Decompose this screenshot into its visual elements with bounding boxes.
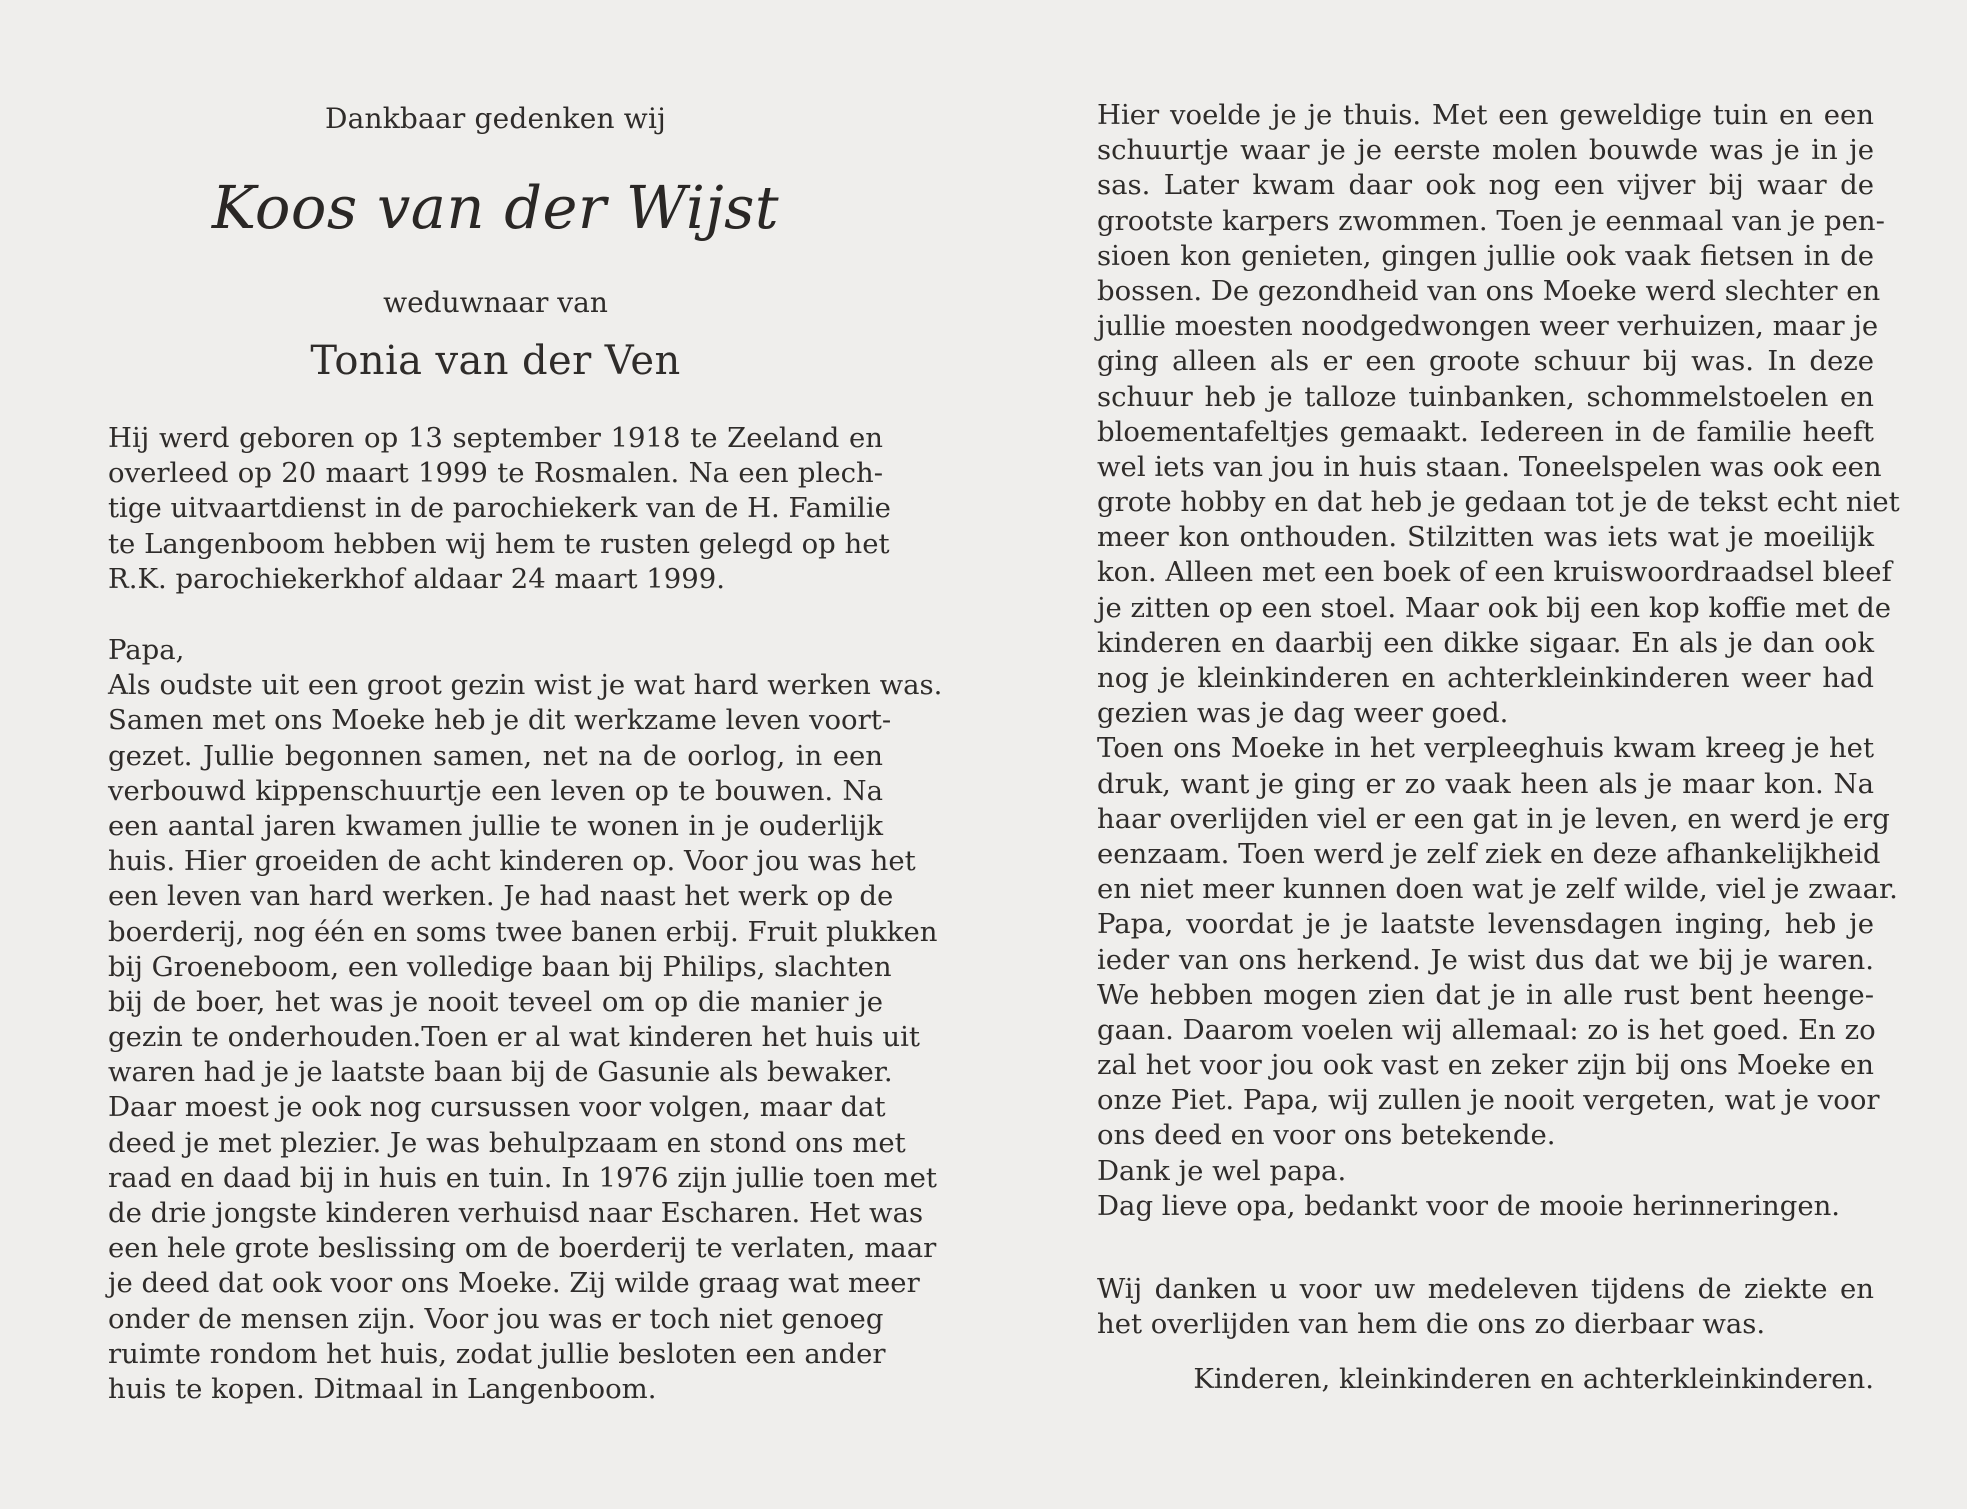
letter-line: deed je met plezier. Je was behulpzaam en stond ons met	[108, 1126, 906, 1159]
letter-salutation: Papa,	[108, 634, 185, 666]
right-page	[1097, 92, 1900, 1422]
letter-line: schuur heb je talloze tuinbanken, schommelstoelen en	[1097, 380, 1874, 413]
biography-line: overleed op 20 maart 1999 te Rosmalen. Na een plech-	[108, 457, 883, 490]
intro-line: Dankbaar gedenken wij	[324, 102, 667, 135]
letter-line: onder de mensen zijn. Voor jou was er toch niet genoeg	[108, 1302, 884, 1335]
letter-line: gezet. Jullie begonnen samen, net na de oorlog, in een	[108, 739, 883, 772]
letter-line: zal het voor jou ook vast en zeker zijn bij ons Moeke en	[1097, 1049, 1874, 1082]
letter-line: onze Piet. Papa, wij zullen je nooit vergeten, wat je voor	[1097, 1084, 1880, 1117]
letter-line: gaan. Daarom voelen wij allemaal: zo is het goed. En zo	[1097, 1013, 1876, 1046]
thanks-line: het overlijden van hem die ons zo dierbaar was.	[1097, 1308, 1766, 1341]
letter-line: je zitten op een stoel. Maar ook bij een kop koffie met de	[1097, 591, 1892, 624]
thanks-line: Wij danken u voor uw medeleven tijdens de ziekte en	[1097, 1273, 1874, 1305]
letter-right-column	[1097, 98, 1900, 1224]
letter-line: eenzaam. Toen werd je zelf ziek en deze afhankelijkheid	[1097, 837, 1881, 870]
spouse-name: Tonia van der Ven	[310, 338, 681, 384]
letter-line: bloementafeltjes gemaakt. Iedereen in de familie heeft	[1097, 415, 1874, 448]
biography-line: tige uitvaartdienst in de parochiekerk van de H. Familie	[108, 492, 891, 525]
letter-line: ruimte rondom het huis, zodat jullie besloten een ander	[108, 1337, 886, 1370]
letter-line: nog je kleinkinderen en achterkleinkinderen weer had	[1097, 662, 1874, 694]
letter-line: raad en daad bij in huis en tuin. In 1976 zijn jullie toen met	[108, 1161, 937, 1194]
letter-line: verbouwd kippenschuurtje een leven op te bouwen. Na	[108, 774, 883, 807]
letter-line: sioen kon genieten, gingen jullie ook vaak fietsen in de	[1097, 239, 1874, 272]
biography-paragraph	[108, 421, 891, 597]
letter-line: We hebben mogen zien dat je in alle rust bent heenge-	[1097, 978, 1874, 1011]
letter-line: bossen. De gezondheid van ons Moeke werd slechter en	[1097, 274, 1881, 307]
letter-line: ieder van ons herkend. Je wist dus dat we bij je waren.	[1097, 943, 1874, 976]
letter-line: ging alleen als er een groote schuur bij was. In deze	[1097, 345, 1874, 378]
letter-line: Papa, voordat je je laatste levensdagen inging, heb je	[1097, 908, 1874, 941]
letter-line: grootste karpers zwommen. Toen je eenmaal van je pen-	[1097, 204, 1885, 237]
letter-line: wel iets van jou in huis staan. Toneelspelen was ook een	[1097, 450, 1882, 483]
letter-line: Dag lieve opa, bedankt voor de mooie herinneringen.	[1097, 1189, 1841, 1222]
family-signature: Kinderen, kleinkinderen en achterkleinkinderen.	[1193, 1363, 1874, 1395]
letter-line: Als oudste uit een groot gezin wist je wat hard werken was.	[108, 669, 943, 702]
letter-line: grote hobby en dat heb je gedaan tot je de tekst echt niet	[1097, 486, 1900, 519]
signature-block	[1097, 1362, 1874, 1397]
letter-line: een aantal jaren kwamen jullie te wonen in je ouderlijk	[108, 809, 883, 842]
letter-line: ons deed en voor ons betekende.	[1097, 1119, 1556, 1152]
letter-line: haar overlijden viel er een gat in je leven, en werd je erg	[1097, 802, 1890, 835]
letter-line: Daar moest je ook nog cursussen voor volgen, maar dat	[108, 1091, 886, 1124]
biography-line: te Langenboom hebben wij hem te rusten gelegd op het	[108, 527, 890, 560]
letter-line: gezien was je dag weer goed.	[1097, 697, 1509, 730]
letter-line: een leven van hard werken. Je had naast het werk op de	[108, 880, 894, 913]
letter-line: een hele grote beslissing om de boerderij te verlaten, maar	[108, 1232, 937, 1265]
letter-line: Samen met ons Moeke heb je dit werkzame leven voort-	[108, 704, 892, 737]
letter-line: boerderij, nog één en soms twee banen erbij. Fruit plukken	[108, 915, 938, 948]
letter-line: bij Groeneboom, een volledige baan bij Philips, slachten	[108, 950, 892, 983]
letter-line: waren had je je laatste baan bij de Gasunie als bewaker.	[108, 1056, 893, 1089]
letter-line: en niet meer kunnen doen wat je zelf wilde, viel je zwaar.	[1097, 873, 1898, 906]
letter-line: je deed dat ook voor ons Moeke. Zij wilde graag wat meer	[108, 1267, 920, 1300]
letter-line: bij de boer, het was je nooit teveel om op die manier je	[108, 985, 883, 1018]
letter-line: kinderen en daarbij een dikke sigaar. En als je dan ook	[1097, 626, 1874, 659]
letter-line: huis. Hier groeiden de acht kinderen op. Voor jou was het	[108, 845, 916, 878]
letter-line: Toen ons Moeke in het verpleeghuis kwam kreeg je het	[1097, 732, 1874, 765]
letter-line: schuurtje waar je je eerste molen bouwde was je in je	[1097, 134, 1874, 167]
biography-line: Hij werd geboren op 13 september 1918 te Zeeland en	[108, 422, 883, 454]
letter-line: Hier voelde je je thuis. Met een geweldige tuin en een	[1097, 99, 1874, 131]
deceased-name: Koos van der Wijst	[211, 173, 780, 242]
letter-line: gezin te onderhouden.Toen er al wat kinderen het huis uit	[108, 1021, 920, 1054]
letter-line: meer kon onthouden. Stilzitten was iets wat je moeilijk	[1097, 521, 1874, 554]
letter-line: jullie moesten noodgedwongen weer verhuizen, maar je	[1097, 310, 1879, 343]
left-page	[108, 92, 943, 1422]
letter-left-column	[108, 633, 943, 1407]
letter-line: sas. Later kwam daar ook nog een vijver bij waar de	[1097, 169, 1874, 202]
thanks-paragraph	[1097, 1272, 1874, 1342]
letter-line: Dank je wel papa.	[1097, 1154, 1347, 1187]
letter-line: druk, want je ging er zo vaak heen als je maar kon. Na	[1097, 767, 1874, 800]
biography-line: R.K. parochiekerkhof aldaar 24 maart 1999.	[108, 562, 726, 595]
letter-line: kon. Alleen met een boek of een kruiswoordraadsel bleef	[1097, 556, 1892, 589]
relation-line: weduwnaar van	[383, 286, 608, 319]
letter-line: de drie jongste kinderen verhuisd naar Escharen. Het was	[108, 1197, 924, 1229]
letter-line: huis te kopen. Ditmaal in Langenboom.	[108, 1372, 657, 1405]
